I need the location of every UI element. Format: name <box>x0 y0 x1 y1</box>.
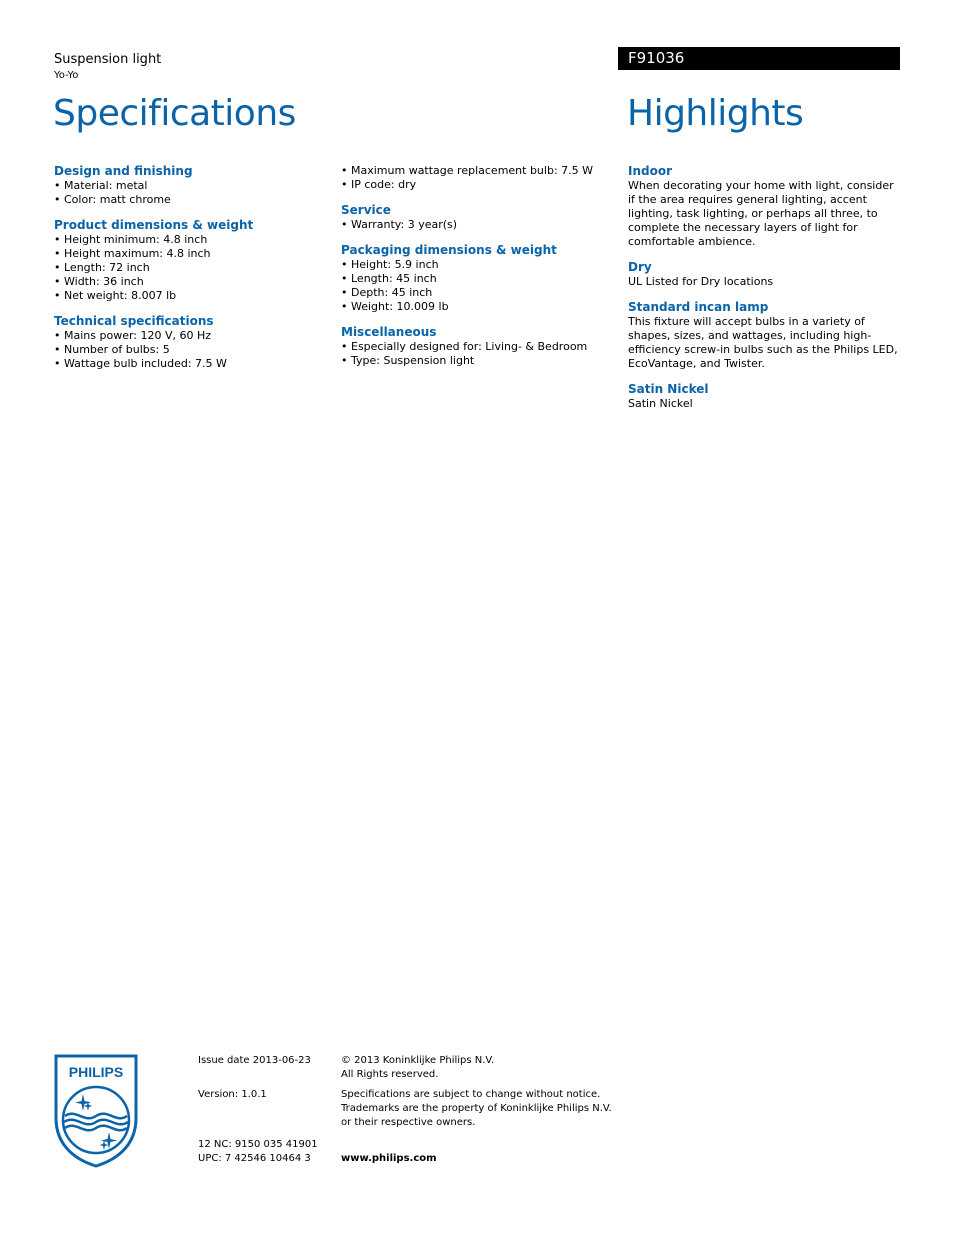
spec-item: • Height maximum: 4.8 inch <box>54 247 324 261</box>
highlight-text: This fixture will accept bulbs in a variety of shapes, sizes, and wattages, including high-efficiency screw-in bulbs such as the Philips LED, EcoVantage, and Twister. <box>628 315 898 370</box>
spec-section-packaging <box>341 243 611 314</box>
spec-item: • Length: 45 inch <box>341 272 611 286</box>
legal-notice <box>341 1088 621 1130</box>
spec-item: • IP code: dry <box>341 178 611 192</box>
notice-line: or their respective owners. <box>341 1117 476 1128</box>
model-number-bar <box>618 47 900 70</box>
highlight-standard-lamp <box>628 300 903 371</box>
highlights-title: Highlights <box>627 93 804 134</box>
copyright-block <box>341 1054 494 1082</box>
product-type: Suspension light <box>54 52 162 67</box>
spec-item: • Net weight: 8.007 lb <box>54 289 324 303</box>
spec-section-technical <box>54 314 324 371</box>
nc-code: 12 NC: 9150 035 41901 <box>198 1139 318 1150</box>
spec-item: • Color: matt chrome <box>54 193 324 207</box>
highlight-dry <box>628 260 903 289</box>
spec-item: • Depth: 45 inch <box>341 286 611 300</box>
highlight-text: UL Listed for Dry locations <box>628 275 774 288</box>
philips-logo <box>54 1054 138 1168</box>
product-name: Yo-Yo <box>54 70 79 81</box>
spec-item: • Warranty: 3 year(s) <box>341 218 611 232</box>
model-number: F91036 <box>628 49 685 67</box>
copyright: © 2013 Koninklijke Philips N.V. <box>341 1055 495 1066</box>
spec-section-design <box>54 164 324 207</box>
spec-item: • Type: Suspension light <box>341 354 611 368</box>
spec-item: • Weight: 10.009 lb <box>341 300 611 314</box>
spec-item: • Number of bulbs: 5 <box>54 343 324 357</box>
spec-item: • Height minimum: 4.8 inch <box>54 233 324 247</box>
spec-item: • Maximum wattage replacement bulb: 7.5 W <box>341 164 611 178</box>
product-codes <box>198 1138 318 1166</box>
notice-line: Specifications are subject to change without notice. <box>341 1089 601 1100</box>
notice-line: Trademarks are the property of Koninklijke Philips N.V. <box>341 1103 612 1114</box>
specs-column-2 <box>341 164 611 379</box>
highlight-text: Satin Nickel <box>628 397 693 410</box>
highlight-heading: Standard incan lamp <box>628 300 769 314</box>
highlight-text: When decorating your home with light, consider if the area requires general lighting, accent lighting, task lighting, or perhaps all three, to complete the necessary layers of light for comfortable ambience. <box>628 179 894 248</box>
specifications-title: Specifications <box>53 93 296 134</box>
highlight-indoor <box>628 164 903 249</box>
spec-item: • Height: 5.9 inch <box>341 258 611 272</box>
specs-column-1 <box>54 164 324 382</box>
spec-item: • Wattage bulb included: 7.5 W <box>54 357 324 371</box>
spec-section-product-dimensions <box>54 218 324 303</box>
spec-heading: Technical specifications <box>54 314 214 328</box>
website-link[interactable]: www.philips.com <box>341 1153 437 1164</box>
spec-section-miscellaneous <box>341 325 611 368</box>
spec-heading: Packaging dimensions & weight <box>341 243 557 257</box>
version: Version: 1.0.1 <box>198 1089 267 1100</box>
spec-item: • Width: 36 inch <box>54 275 324 289</box>
issue-date: Issue date 2013-06-23 <box>198 1055 311 1066</box>
spec-section-continued <box>341 164 611 192</box>
spec-heading: Miscellaneous <box>341 325 437 339</box>
spec-item: • Material: metal <box>54 179 324 193</box>
upc-code: UPC: 7 42546 10464 3 <box>198 1153 311 1164</box>
highlights-column <box>628 164 903 422</box>
logo-wordmark: PHILIPS <box>68 1064 124 1080</box>
spec-heading: Product dimensions & weight <box>54 218 254 232</box>
spec-item: • Length: 72 inch <box>54 261 324 275</box>
spec-section-service <box>341 203 611 232</box>
highlight-heading: Indoor <box>628 164 673 178</box>
highlight-heading: Satin Nickel <box>628 382 709 396</box>
rights: All Rights reserved. <box>341 1069 439 1080</box>
highlight-heading: Dry <box>628 260 652 274</box>
highlight-satin-nickel <box>628 382 903 411</box>
spec-heading: Design and finishing <box>54 164 193 178</box>
spec-item: • Mains power: 120 V, 60 Hz <box>54 329 324 343</box>
spec-heading: Service <box>341 203 391 217</box>
spec-item: • Especially designed for: Living- & Bedroom <box>341 340 611 354</box>
